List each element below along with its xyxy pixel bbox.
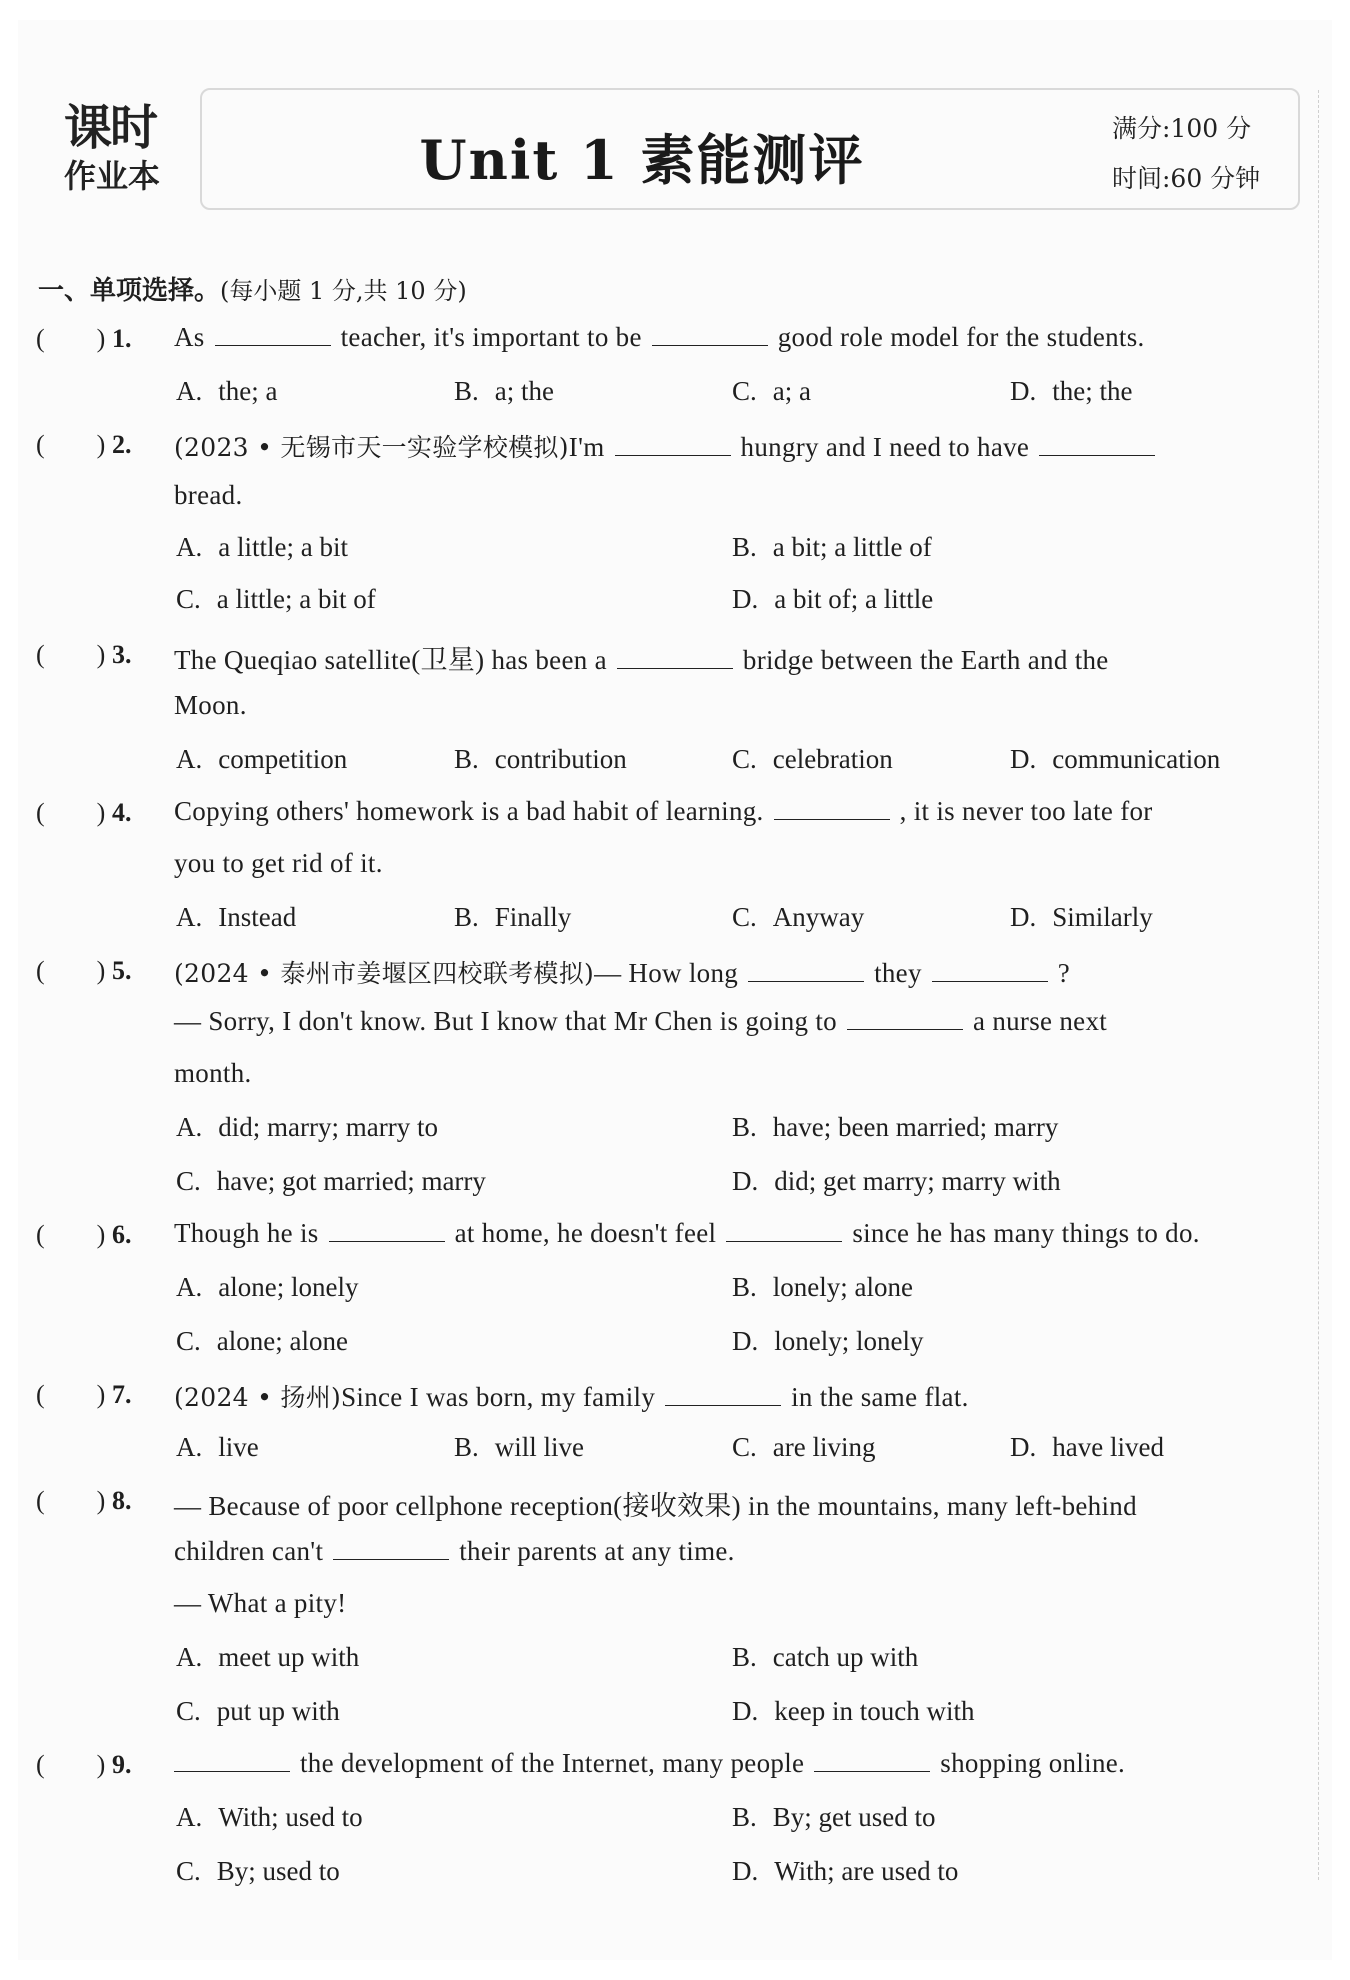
answer-blank: [932, 961, 1048, 982]
answer-blank: [774, 799, 890, 820]
answer-blank: [814, 1751, 930, 1772]
section-title: 一、单项选择。: [38, 276, 221, 306]
question-text-cont: Moon.: [174, 690, 247, 720]
answer-paren: ( ): [36, 1220, 106, 1249]
option-a: A. meet up with: [176, 1642, 360, 1672]
question-number: 2.: [112, 430, 132, 459]
option-d: D. keep in touch with: [732, 1696, 975, 1726]
option-d: D. communication: [1010, 744, 1221, 774]
option-d: D. lonely; lonely: [732, 1326, 924, 1356]
question-text: Though he is at home, he doesn't feel since he has many things to do.: [174, 1218, 1200, 1248]
option-c: C. Anyway: [732, 902, 865, 932]
question-text-line2: children can't their parents at any time.: [174, 1536, 735, 1566]
answer-blank: [615, 435, 731, 456]
option-b: B. catch up with: [732, 1642, 919, 1672]
answer-paren: ( ): [36, 798, 106, 827]
answer-paren: ( ): [36, 1486, 106, 1515]
option-a: A. a little; a bit: [176, 532, 348, 562]
question-number: 3.: [112, 640, 132, 669]
option-d: D. did; get marry; marry with: [732, 1166, 1061, 1196]
option-d: D. have lived: [1010, 1432, 1164, 1462]
option-d: D. the; the: [1010, 376, 1133, 406]
option-a: A. the; a: [176, 376, 278, 406]
option-d: D. a bit of; a little: [732, 584, 934, 614]
page-title: Unit 1 素能测评: [419, 128, 865, 192]
answer-blank: [174, 1751, 290, 1772]
answer-blank: [847, 1009, 963, 1030]
answer-paren: ( ): [36, 324, 106, 353]
option-a: A. live: [176, 1432, 259, 1462]
question-text: (2024 • 扬州)Since I was born, my family in the same flat.: [174, 1382, 969, 1412]
question-number: 8.: [112, 1486, 132, 1515]
option-c: C. a; a: [732, 376, 811, 406]
time-limit: 时间:60 分钟: [1112, 164, 1261, 193]
question-text: The Queqiao satellite(卫星) has been a bridge between the Earth and the: [174, 645, 1109, 675]
option-c: C. celebration: [732, 744, 893, 774]
question-text: the development of the Internet, many people shopping online.: [164, 1748, 1125, 1779]
margin-rule: [1318, 90, 1320, 1880]
option-a: A. With; used to: [176, 1802, 363, 1832]
question-number: 5.: [112, 956, 132, 985]
question-number: 7.: [112, 1380, 132, 1409]
option-b: B. a bit; a little of: [732, 532, 932, 562]
question-text: (2023 • 无锡市天一实验学校模拟)I'm hungry and I need to have: [174, 428, 1165, 464]
question-number: 1.: [112, 324, 132, 353]
option-c: C. a little; a bit of: [176, 584, 376, 614]
option-d: D. With; are used to: [732, 1856, 959, 1886]
answer-paren: ( ): [36, 1750, 106, 1779]
option-a: A. alone; lonely: [176, 1272, 359, 1302]
option-c: C. alone; alone: [176, 1326, 348, 1356]
question-text-cont: month.: [174, 1058, 252, 1088]
answer-blank: [748, 961, 864, 982]
question-text-cont: bread.: [174, 480, 243, 510]
question-text: Copying others' homework is a bad habit of learning. , it is never too late for: [174, 796, 1153, 826]
answer-blank: [1039, 435, 1155, 456]
answer-paren: ( ): [36, 430, 106, 459]
answer-paren: ( ): [36, 640, 106, 669]
option-b: B. a; the: [454, 376, 554, 406]
answer-blank: [617, 648, 733, 669]
option-d: D. Similarly: [1010, 902, 1153, 932]
question-text-cont: you to get rid of it.: [174, 848, 383, 878]
title-box: [200, 88, 1300, 210]
option-b: B. contribution: [454, 744, 627, 774]
answer-blank: [333, 1539, 449, 1560]
score-info: [1112, 104, 1260, 204]
option-c: C. have; got married; marry: [176, 1166, 486, 1196]
section-heading: [38, 270, 467, 307]
question-number: 6.: [112, 1220, 132, 1249]
answer-blank: [726, 1221, 842, 1242]
question-number: 9.: [112, 1750, 132, 1779]
answer-blank: [215, 325, 331, 346]
answer-paren: ( ): [36, 1380, 106, 1409]
option-c: C. By; used to: [176, 1856, 340, 1886]
section-note: (每小题 1 分,共 10 分): [220, 277, 467, 305]
question-text: (2024 • 泰州市姜堰区四校联考模拟)— How long they ?: [174, 958, 1071, 988]
option-a: A. Instead: [176, 902, 297, 932]
question-number: 4.: [112, 798, 132, 827]
option-c: C. put up with: [176, 1696, 340, 1726]
question-text-cont: — What a pity!: [174, 1588, 347, 1618]
full-score: 满分:100 分: [1112, 114, 1252, 143]
answer-blank: [329, 1221, 445, 1242]
logo-line1: 课时: [64, 100, 157, 156]
publisher-logo: [64, 100, 184, 200]
logo-line2: 作业本: [64, 157, 161, 195]
answer-paren: ( ): [36, 956, 106, 985]
answer-blank: [652, 325, 768, 346]
question-text: As teacher, it's important to be good role model for the students.: [174, 322, 1145, 352]
option-c: C. are living: [732, 1432, 876, 1462]
option-a: A. did; marry; marry to: [176, 1112, 438, 1142]
option-b: B. have; been married; marry: [732, 1112, 1059, 1142]
option-b: B. will live: [454, 1432, 585, 1462]
question-text: — Because of poor cellphone reception(接收效果) in the mountains, many left-behind: [174, 1491, 1137, 1521]
question-text-line2: — Sorry, I don't know. But I know that Mr Chen is going to a nurse next: [174, 1006, 1108, 1036]
option-b: B. Finally: [454, 902, 572, 932]
option-a: A. competition: [176, 744, 348, 774]
option-b: B. By; get used to: [732, 1802, 936, 1832]
option-b: B. lonely; alone: [732, 1272, 913, 1302]
answer-blank: [665, 1385, 781, 1406]
